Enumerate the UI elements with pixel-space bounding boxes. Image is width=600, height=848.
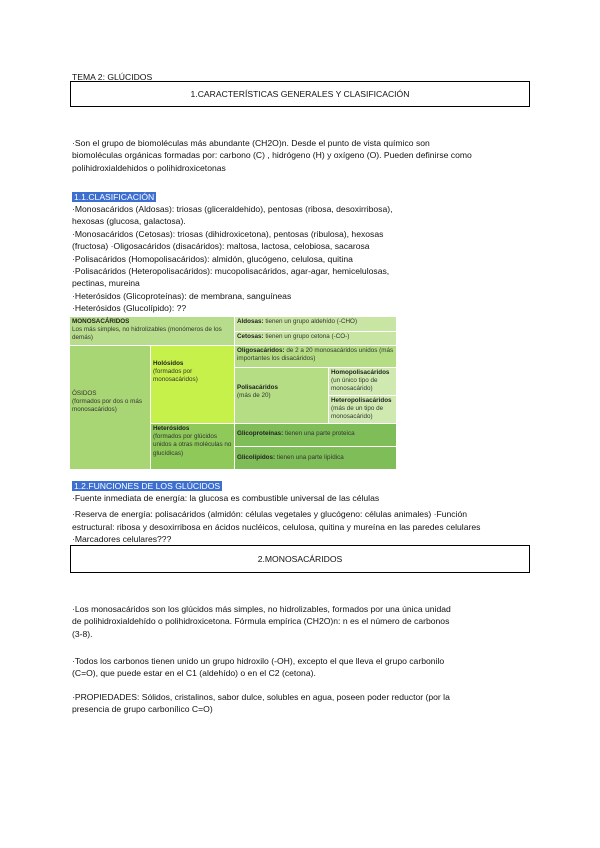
holosidos-desc: (formados por monosacáridos) (153, 368, 198, 384)
monosacaridos-paragraph-1 (72, 603, 451, 640)
classification-table (70, 317, 396, 469)
paragraph-line: ·Todos los carbonos tienen unido un grupo hidroxilo (-OH), excepto el que lleva el grupo carbonilo (72, 656, 445, 666)
list-item: hexosas (glucosa, galactosa). (72, 216, 186, 227)
aldosas-label: Aldosas: (237, 318, 264, 325)
heteropolisacaridos-title: Heteropolisacáridos (331, 397, 392, 404)
glicoproteinas-label: Glicoproteínas: (237, 430, 284, 437)
oligosacaridos-label: Oligosacáridos: (237, 347, 285, 354)
paragraph-line: ·Los monosacáridos son los glúcidos más simples, no hidrolizables, formados por una única unidad (72, 604, 451, 614)
list-item: ·Polisacáridos (Heteropolisacáridos): mucopolisacáridos, agar-agar, hemicelulosas, (72, 266, 390, 277)
cell-homopolisacaridos (328, 367, 396, 395)
list-item: ·Monosacáridos (Cetosas): triosas (dihidroxicetona), pentosas (ribulosa), hexosas (72, 228, 384, 239)
list-item: ·Reserva de energía: polisacáridos (almidón: células vegetales y glucógeno: células animales) ·Función (72, 509, 468, 520)
heterosidos-title: Heterósidos (153, 425, 190, 432)
heteropolisacaridos-desc: (más de un tipo de monosacárido) (331, 405, 384, 421)
list-item: ·Heterósidos (Glicoproteínas): de membrana, sanguíneas (72, 290, 292, 301)
oligosacaridos-desc: de 2 a 20 monosacáridos unidos (más importantes los disacáridos) (237, 347, 394, 363)
section2-title-box (70, 545, 530, 573)
cell-aldosas (234, 317, 396, 331)
paragraph-line: (C=O), que puede estar en el C1 (aldehído) o en el C2 (cetona). (72, 668, 316, 679)
monosacaridos-title: MONOSACÁRIDOS (72, 318, 130, 325)
monosacaridos-desc: Los más simples, no hidrolizables (monómeros de los demás) (72, 326, 222, 342)
section2-title: 2.MONOSACÁRIDOS (257, 554, 343, 564)
cell-glicolipidos (234, 446, 396, 469)
list-item: ·Polisacáridos (Homopolisacáridos): almidón, glucógeno, celulosa, quitina (72, 253, 353, 264)
intro-line: biomoléculas orgánicas formadas por: carbono (C) , hidrógeno (H) y oxígeno (O). Pueden definirse como (72, 150, 472, 161)
osidos-title: ÓSIDOS (72, 390, 97, 397)
heterosidos-desc: (formados por glúcidos unidos a otras moléculas no glucídicas) (153, 433, 232, 457)
paragraph-line: (3-8). (72, 628, 93, 639)
document-topic: TEMA 2: GLÚCIDOS (72, 72, 153, 82)
cell-polisacaridos (234, 367, 328, 423)
cell-cetosas (234, 331, 396, 345)
cell-heterosidos (150, 423, 234, 469)
funciones-list (72, 492, 480, 546)
funciones-heading (72, 480, 222, 492)
cell-oligosacaridos (234, 345, 396, 367)
intro-line: ·Son el grupo de biomoléculas más abundante (CH2O)n. Desde el punto de vista químico son (72, 138, 430, 148)
funciones-heading-text: 1.2.FUNCIONES DE LOS GLÚCIDOS (74, 481, 221, 491)
homopolisacaridos-title: Homopolisacáridos (331, 369, 390, 376)
list-item: ·Fuente inmediata de energía: la glucosa es combustible universal de las células (72, 493, 380, 503)
holosidos-title: Holósidos (153, 360, 184, 367)
paragraph-line: ·PROPIEDADES: Sólidos, cristalinos, sabor dulce, solubles en agua, poseen poder reductor (por la (72, 692, 450, 702)
glicolipidos-desc: tienen una parte lipídica (276, 454, 344, 461)
cell-glicoproteinas (234, 423, 396, 446)
glicolipidos-label: Glicolípidos: (237, 454, 276, 461)
list-item: ·Marcadores celulares??? (72, 534, 172, 545)
propiedades-paragraph (72, 691, 450, 716)
list-item: ·Heterósidos (Glucolípido): ?? (72, 303, 187, 314)
intro-line: polihidroxialdehidos o polihidroxicetonas (72, 162, 226, 173)
section1-title-box (70, 81, 530, 107)
paragraph-line: de polihidroxialdehído o polihidroxicetona. Fórmula empírica (CH2O)n: n es el número de carbonos (72, 616, 450, 627)
glicoproteinas-desc: tienen una parte proteica (284, 430, 355, 437)
section1-title: 1.CARACTERÍSTICAS GENERALES Y CLASIFICACIÓN (190, 89, 410, 99)
cell-holosidos (150, 345, 234, 423)
cell-osidos (70, 345, 150, 469)
osidos-desc: (formados por dos o más monosacáridos) (72, 398, 142, 414)
list-item: estructural: ribosa y desoxirribosa en ácidos nucléicos, celulosa, quitina y mureína en las paredes celulares (72, 521, 481, 532)
clasificacion-heading (72, 191, 156, 203)
homopolisacaridos-desc: (un único tipo de monosacárido) (331, 377, 378, 393)
monosacaridos-paragraph-2 (72, 655, 444, 680)
intro-paragraph (72, 137, 472, 174)
clasificacion-heading-text: 1.1.CLASIFICACIÓN (74, 192, 155, 202)
cell-monosacaridos (70, 317, 234, 345)
cetosas-label: Cetosas: (237, 333, 264, 340)
list-item: ·Monosacáridos (Aldosas): triosas (gliceraldehido), pentosas (ribosa, desoxirribosa), (72, 204, 393, 214)
aldosas-desc: tienen un grupo aldehído (-CHO) (265, 318, 358, 325)
cetosas-desc: tienen un grupo cetona (-CO-) (265, 333, 350, 340)
list-item: pectinas, mureina (72, 278, 140, 289)
clasificacion-list (72, 203, 393, 315)
polisacaridos-title: Polisacáridos (237, 384, 278, 391)
paragraph-line: presencia de grupo carbonílico C=O) (72, 704, 213, 715)
cell-heteropolisacaridos (328, 395, 396, 423)
polisacaridos-desc: (más de 20) (237, 392, 271, 400)
list-item: (fructosa) ·Oligosacáridos (disacáridos): maltosa, lactosa, celobiosa, sacarosa (72, 241, 370, 252)
